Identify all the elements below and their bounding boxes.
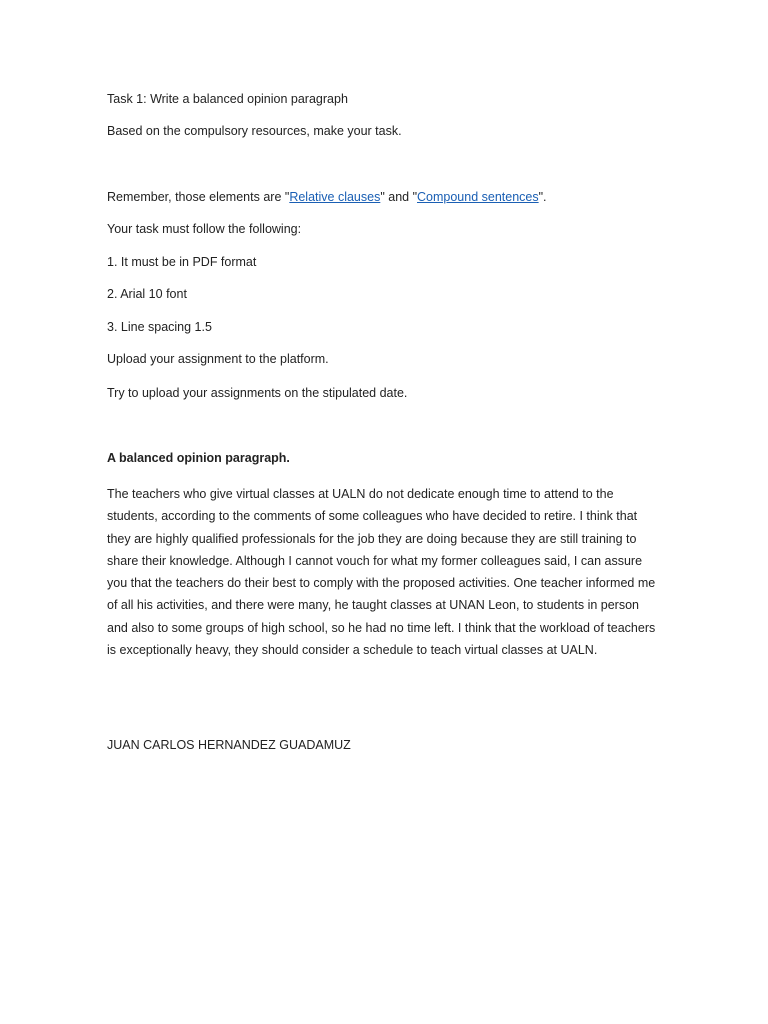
remember-middle: " and " xyxy=(380,190,418,204)
remember-prefix: Remember, those elements are " xyxy=(107,190,290,204)
paragraph-line: and also to some groups of high school, so he had no time left. I think that the workload of teachers xyxy=(107,620,656,635)
remember-suffix: ". xyxy=(538,190,547,204)
paragraph-line: The teachers who give virtual classes at UALN do not dedicate enough time to attend to the xyxy=(107,487,614,501)
upload-instruction: Upload your assignment to the platform. xyxy=(107,352,329,366)
requirement-item: 3. Line spacing 1.5 xyxy=(107,320,212,334)
paragraph-line: you that the teachers do their best to comply with the proposed activities. One teacher informed me xyxy=(107,576,656,591)
remember-line xyxy=(107,189,547,205)
compound-sentences-link[interactable]: Compound sentences xyxy=(417,190,539,204)
paragraph-line: of all his activities, and there were many, he taught classes at UNAN Leon, to students in person xyxy=(107,598,639,613)
requirement-item: 2. Arial 10 font xyxy=(107,287,187,301)
paragraph-heading: A balanced opinion paragraph. xyxy=(107,451,290,465)
deadline-instruction: Try to upload your assignments on the stipulated date. xyxy=(107,386,408,400)
paragraph-line: is exceptionally heavy, they should consider a schedule to teach virtual classes at UALN. xyxy=(107,643,598,658)
paragraph-line: they are highly qualified professionals for the job they are doing because they are still training to xyxy=(107,531,637,546)
instruction-text: Based on the compulsory resources, make your task. xyxy=(107,124,402,138)
relative-clauses-link[interactable]: Relative clauses xyxy=(289,190,381,204)
paragraph-line: students, according to the comments of some colleagues who have decided to retire. I think that xyxy=(107,509,638,524)
paragraph-line: share their knowledge. Although I cannot vouch for what my former colleagues said, I can assure xyxy=(107,553,643,568)
follow-intro: Your task must follow the following: xyxy=(107,222,302,236)
author-name: JUAN CARLOS HERNANDEZ GUADAMUZ xyxy=(107,738,351,752)
task-title: Task 1: Write a balanced opinion paragraph xyxy=(107,92,348,106)
requirement-item: 1. It must be in PDF format xyxy=(107,255,257,269)
opinion-paragraph xyxy=(107,483,667,661)
